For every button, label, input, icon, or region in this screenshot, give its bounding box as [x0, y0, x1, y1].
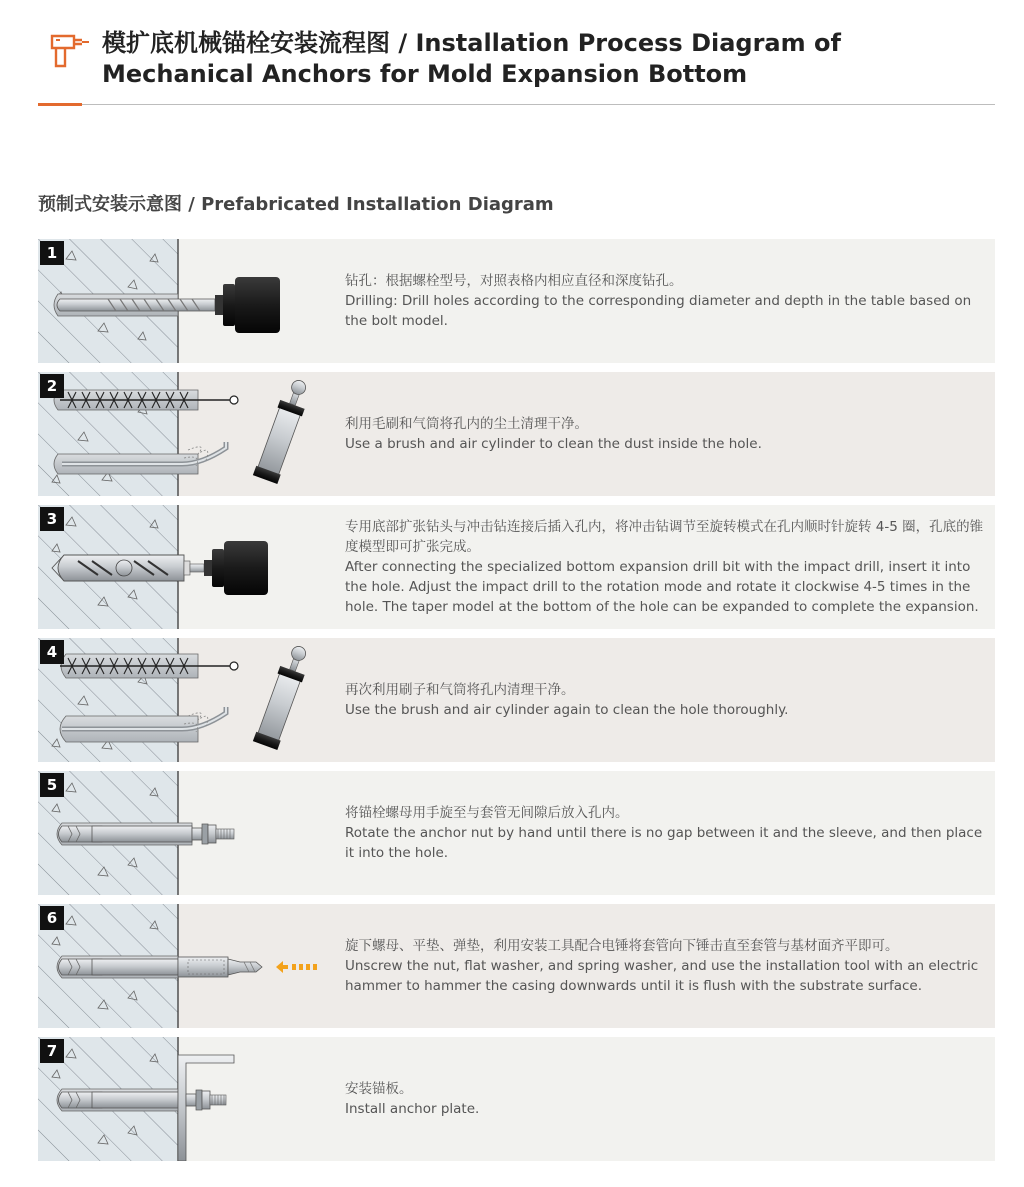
step-text-en: Use the brush and air cylinder again to clean the hole thoroughly. — [345, 702, 789, 718]
step-5 — [38, 771, 995, 895]
step-text-cn: 将锚栓螺母用手旋至与套管无间隙后放入孔内。 — [345, 805, 629, 821]
step-number: 7 — [40, 1039, 64, 1063]
cleaning-illustration — [38, 372, 338, 496]
section-title: 预制式安装示意图 / Prefabricated Installation Diagram — [38, 194, 554, 215]
step-number: 4 — [40, 640, 64, 664]
step-number: 6 — [40, 906, 64, 930]
anchor-plate-illustration — [38, 1037, 338, 1161]
step-6 — [38, 904, 995, 1028]
step-number: 5 — [40, 773, 64, 797]
step-text-cn: 利用毛刷和气筒将孔内的尘土清理干净。 — [345, 416, 588, 432]
step-description — [345, 638, 985, 762]
step-text-cn: 再次利用刷子和气筒将孔内清理干净。 — [345, 682, 575, 698]
step-4 — [38, 638, 995, 762]
step-description — [345, 771, 985, 895]
drilling-illustration — [38, 239, 338, 363]
expansion-drilling-illustration — [38, 505, 338, 629]
header-divider — [38, 104, 995, 105]
step-text-cn: 旋下螺母、平垫、弹垫，利用安装工具配合电锤将套管向下锤击直至套管与基材面齐平即可。 — [345, 938, 899, 954]
step-1 — [38, 239, 995, 363]
step-number: 2 — [40, 374, 64, 398]
step-description — [345, 239, 985, 363]
step-text-en: After connecting the specialized bottom expansion drill bit with the impact drill, insert it into the hole. Adjust the impact drill to the rotation mode and rotate it clockwise 4-5 times in the hole. The taper model at the bottom of the hole can be expanded to complete the expansion. — [345, 559, 979, 615]
hammering-illustration — [38, 904, 338, 1028]
step-number: 1 — [40, 241, 64, 265]
drill-icon — [44, 32, 90, 70]
step-text-en: Install anchor plate. — [345, 1101, 480, 1117]
recleaning-illustration — [38, 638, 338, 762]
step-description — [345, 1037, 985, 1161]
page-title: 模扩底机械锚栓安装流程图 / Installation Process Diagram of Mechanical Anchors for Mold Expansion Bottom — [102, 29, 841, 88]
step-text-cn: 钻孔：根据螺栓型号，对照表格内相应直径和深度钻孔。 — [345, 273, 683, 289]
step-description — [345, 904, 985, 1028]
anchor-insertion-illustration — [38, 771, 338, 895]
step-text-cn: 专用底部扩张钻头与冲击钻连接后插入孔内，将冲击钻调节至旋转模式在孔内顺时针旋转 4-5 圈，孔底的锥度模型即可扩张完成。 — [345, 519, 984, 555]
step-text-en: Unscrew the nut, flat washer, and spring washer, and use the installation tool with an electric hammer to hammer the casing downwards until it is flush with the substrate surface. — [345, 958, 979, 994]
step-3 — [38, 505, 995, 629]
step-number: 3 — [40, 507, 64, 531]
header-accent-bar — [38, 103, 82, 106]
step-description — [345, 505, 985, 629]
step-text-cn: 安装锚板。 — [345, 1081, 413, 1097]
step-text-en: Drilling: Drill holes according to the corresponding diameter and depth in the table based on the bolt model. — [345, 293, 972, 329]
step-description — [345, 372, 985, 496]
step-7 — [38, 1037, 995, 1161]
step-2 — [38, 372, 995, 496]
step-text-en: Rotate the anchor nut by hand until there is no gap between it and the sleeve, and then place it into the hole. — [345, 825, 983, 861]
step-text-en: Use a brush and air cylinder to clean the dust inside the hole. — [345, 436, 762, 452]
